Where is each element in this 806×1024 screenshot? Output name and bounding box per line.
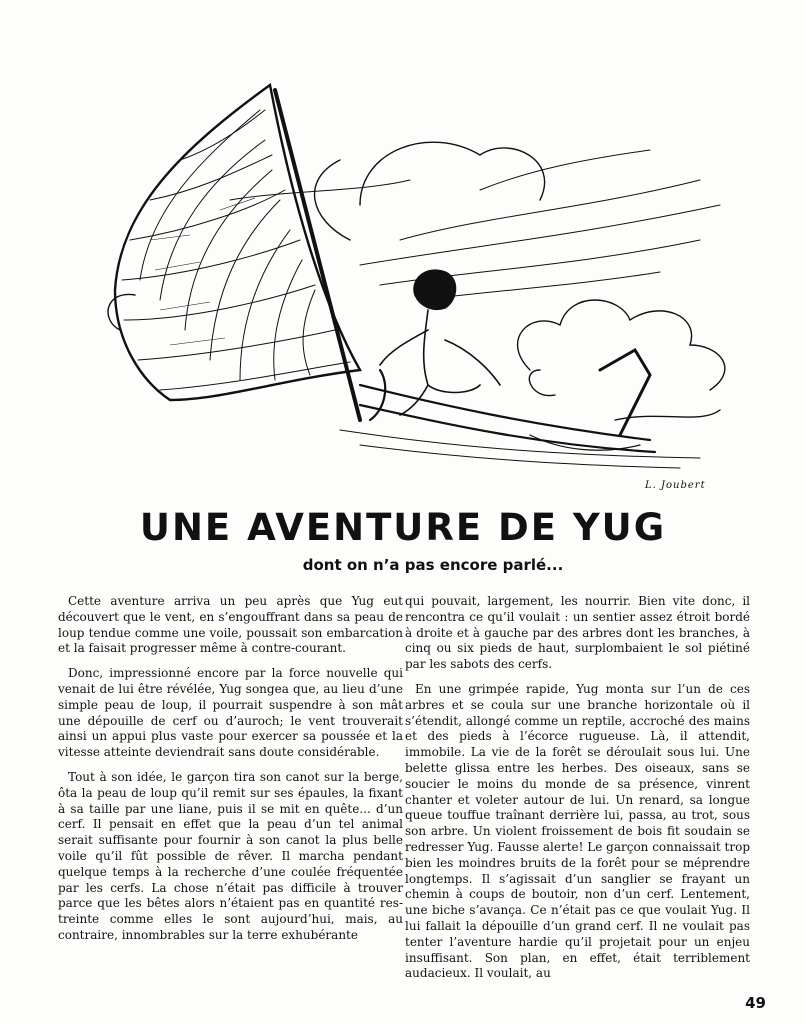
text-column-right — [405, 594, 750, 991]
paragraph: Tout à son idée, le garçon tira son canot sur la berge, ôta la peau de loup qu’il remit sur ses épaules, la fixant à sa taille par une liane, puis il se mit en quête... d’un cerf. Il pensait en effet que la peau d’un tel animal serait suffisante pour fournir à son canot la plus belle voile qu’il fût possible de rêver. Il marcha pendant quelque temps à la recherche d’une coulée fréquentée par les cerfs. La chose n’était pas difficile à trouver parce que les bêtes alors n’étaient pas en quantité restreinte comme elles le sont aujourd’hui, mais, au contraire, innombrables sur la terre exhubérante — [58, 769, 403, 942]
page-number: 49 — [745, 994, 766, 1012]
paragraph: qui pouvait, largement, les nourrir. Bien vite donc, il rencontra ce qu’il voulait : un sentier assez étroit bordé à droite et à gauche par des arbres dont les branches, à cinq ou six pieds de haut, surplombaient le sol piétiné par les sabots des cerfs. — [405, 594, 750, 672]
water-drawing — [340, 430, 700, 468]
illustrator-signature: L. Joubert — [645, 480, 706, 491]
mast-drawing — [275, 90, 360, 420]
article-subtitle: dont on n’a pas encore parlé... — [302, 556, 564, 574]
paragraph: Cette aventure arriva un peu après que Yug eut découvert que le vent, en s’engouffrant dans sa peau de loup tendue comme une voile, poussait son embarcation et la faisait progresser même à contre-courant. — [58, 594, 403, 656]
text-column-left — [58, 594, 403, 953]
article-title: UNE AVENTURE DE YUG — [139, 506, 667, 549]
canoe-drawing — [360, 350, 655, 452]
paragraph: Donc, impressionné encore par la force nouvelle qui venait de lui être révélée, Yug songea que, au lieu d’une simple peau de loup, il pourrait suspendre à son mât une dépouille de cerf ou d’auroch; le vent trouverait ainsi un appui plus vaste pour exercer sa poussée et la vitesse atteinte deviendrait sans doute considérable. — [58, 666, 403, 760]
sail-drawing — [115, 85, 360, 400]
paragraph: En une grimpée rapide, Yug monta sur l’un de ces arbres et se coula sur une branche horizontale où il s’étendit, allongé comme un reptile, accroché des mains et des pieds à l’écorce rugueuse. Là, il attendit, immobile. La vie de la forêt se déroulait sous lui. Une belette glissa entre les herbes. Des oiseaux, sans se soucier le moins du monde de sa présence, vinrent chanter et voleter autour de lui. Un renard, sa longue queue touffue traînant derrière lui, passa, au trot, sous son arbre. Un violent froissement de bois fit soudain se redresser Yug. Fausse alerte! Le garçon connaissait trop bien les moindres bruits de la forêt pour se méprendre longtemps. Il s’agissait d’un sanglier se frayant un chemin à coups de boutoir, non d’un cerf. Lentement, une biche s’avança. Ce n’était pas ce que voulait Yug. Il lui fallait la dépouille d’un grand cerf. Il ne voulait pas tenter l’aventure hardie qu’il projetait pour un enjeu insuffisant. Son plan, en effet, était terriblement audacieux. Il voulait, au — [405, 681, 751, 981]
illustration-yug-sailing — [60, 40, 760, 510]
